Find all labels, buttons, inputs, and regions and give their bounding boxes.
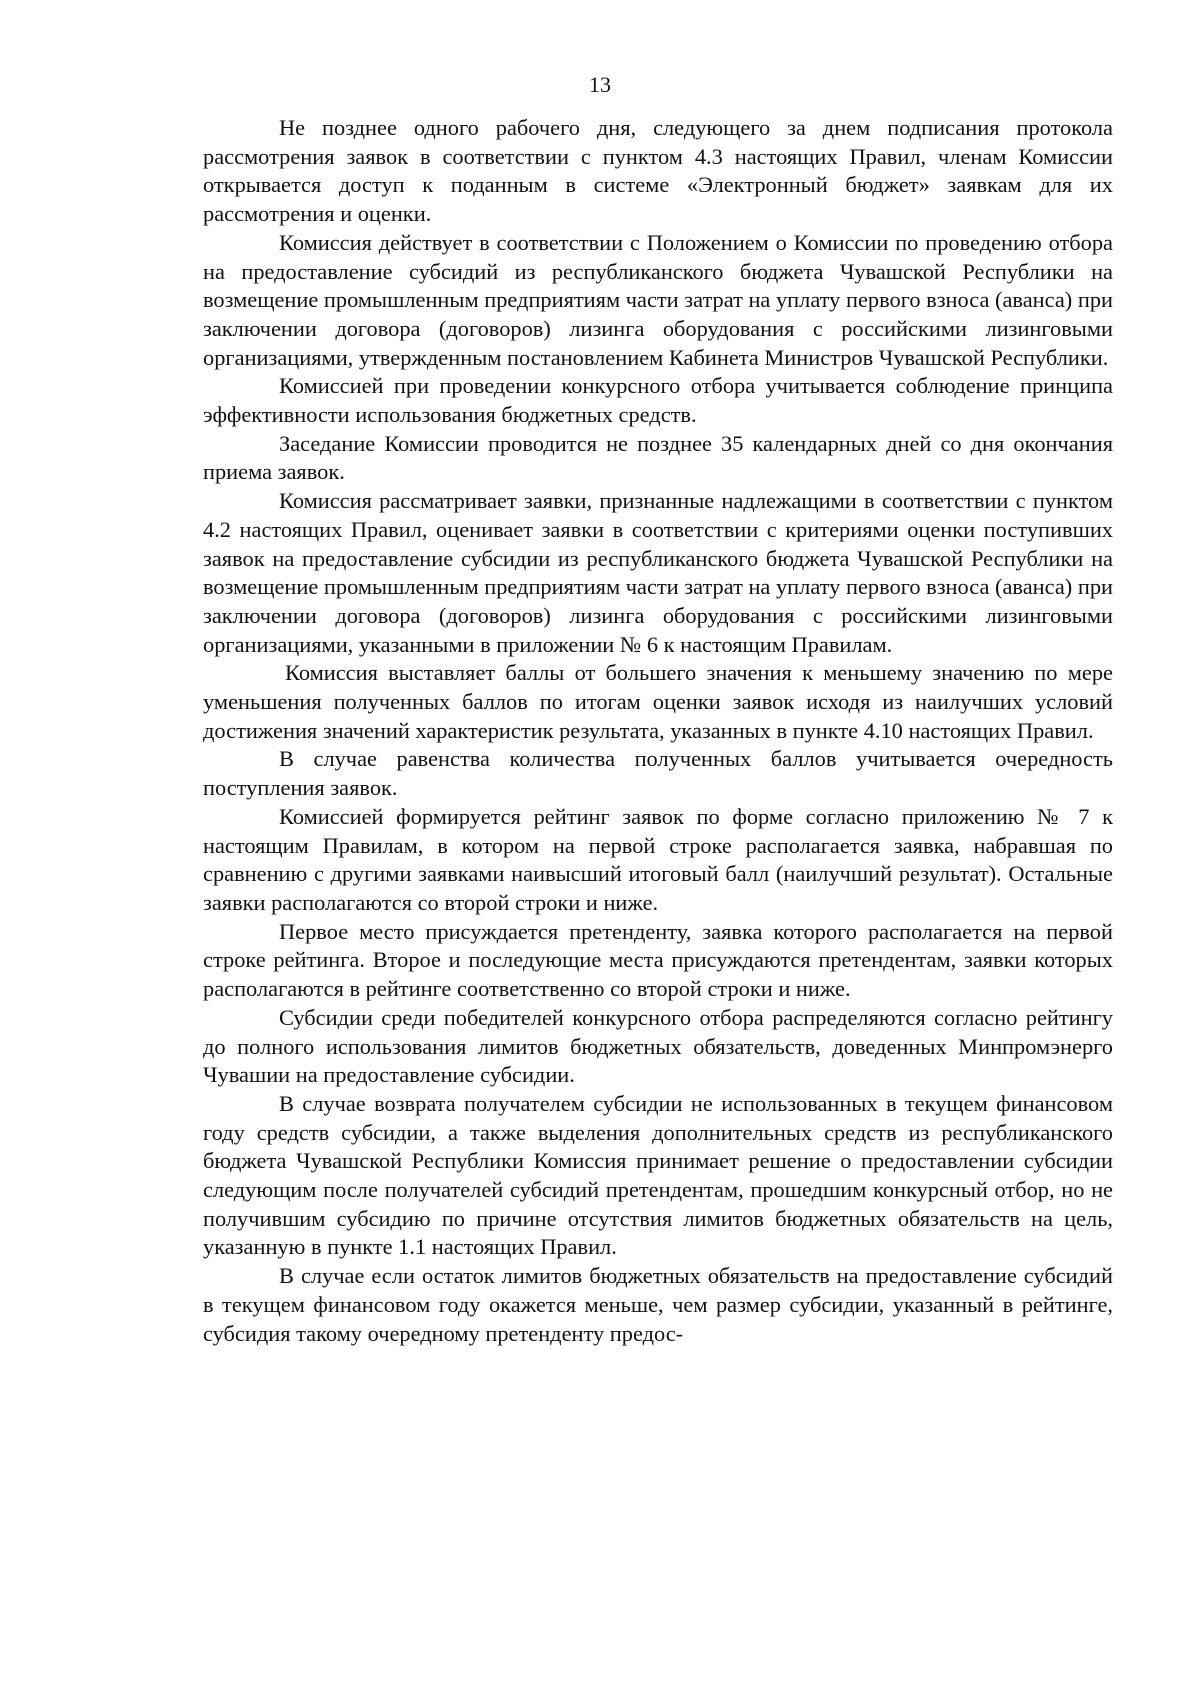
page-number: 13 — [589, 72, 611, 97]
paragraph: Комиссия выставляет баллы от большего значения к меньшему значению по мере уменьшения полученных баллов по итогам оценки заявок исходя из наилучших условий достижения значений характеристик результата, указанных в пункте 4.10 настоящих Правил. — [203, 660, 1113, 743]
paragraph: Комиссия действует в соответствии с Положением о Комиссии по проведению отбора на предоставление субсидий из республиканского бюджета Чувашской Республики на возмещение промышленным предприятиям части затрат на уплату первого взноса (аванса) при заключении договора (договоров) лизинга оборудования с российскими лизинговыми организациями, утвержденным постановлением Кабинета Министров Чувашской Республики. — [203, 229, 1113, 370]
paragraph: Комиссией формируется рейтинг заявок по форме согласно приложению № 7 к настоящим Правилам, в котором на первой строке располагается заявка, набравшая по сравнению с другими заявками наивысший итоговый балл (наилучший результат). Остальные заявки располагаются со второй строки и ниже. — [203, 803, 1113, 915]
paragraph: В случае равенства количества полученных баллов учитывается очередность поступления заявок. — [203, 746, 1113, 801]
paragraph: В случае возврата получателем субсидии не использованных в текущем финансовом году средств субсидии, а также выделения дополнительных средств из республиканского бюджета Чувашской Республики Комиссия принимает решение о предоставлении субсидии следующим после получателей субсидий претендентам, прошедшим конкурсный отбор, но не получившим субсидию по причине отсутствия лимитов бюджетных обязательств на цель, указанную в пункте 1.1 настоящих Правил. — [203, 1090, 1113, 1260]
paragraph: Заседание Комиссии проводится не позднее 35 календарных дней со дня окончания приема заявок. — [203, 430, 1113, 485]
paragraph: В случае если остаток лимитов бюджетных обязательств на предоставление субсидий в текущем финансовом году окажется меньше, чем размер субсидии, указанный в рейтинге, субсидия такому очередному претенденту предос- — [203, 1263, 1113, 1346]
paragraph: Субсидии среди победителей конкурсного отбора распределяются согласно рейтингу до полного использования лимитов бюджетных обязательств, доведенных Минпромэнерго Чувашии на предоставление субсидии. — [203, 1004, 1113, 1088]
paragraph: Комиссией при проведении конкурсного отбора учитывается соблюдение принципа эффективности использования бюджетных средств. — [203, 373, 1113, 428]
paragraph: Первое место присуждается претенденту, заявка которого располагается на первой строке рейтинга. Второе и последующие места присуждаются претендентам, заявки которых располагаются в рейтинге соответственно со второй строки и ниже. — [203, 918, 1113, 1002]
paragraph: Комиссия рассматривает заявки, признанные надлежащими в соответствии с пунктом 4.2 настоящих Правил, оценивает заявки в соответствии с критериями оценки поступивших заявок на предоставление субсидии из республиканского бюджета Чувашской Республики на возмещение промышленным предприятиям части затрат на уплату первого взноса (аванса) при заключении договора (договоров) лизинга оборудования с российскими лизинговыми организациями, указанными в приложении № 6 к настоящим Правилам. — [203, 488, 1113, 657]
document-body — [203, 114, 1113, 1348]
paragraph: Не позднее одного рабочего дня, следующего за днем подписания протокола рассмотрения заявок в соответствии с пунктом 4.3 настоящих Правил, членам Комиссии открывается доступ к поданным в системе «Электронный бюджет» заявкам для их рассмотрения и оценки. — [203, 115, 1113, 227]
